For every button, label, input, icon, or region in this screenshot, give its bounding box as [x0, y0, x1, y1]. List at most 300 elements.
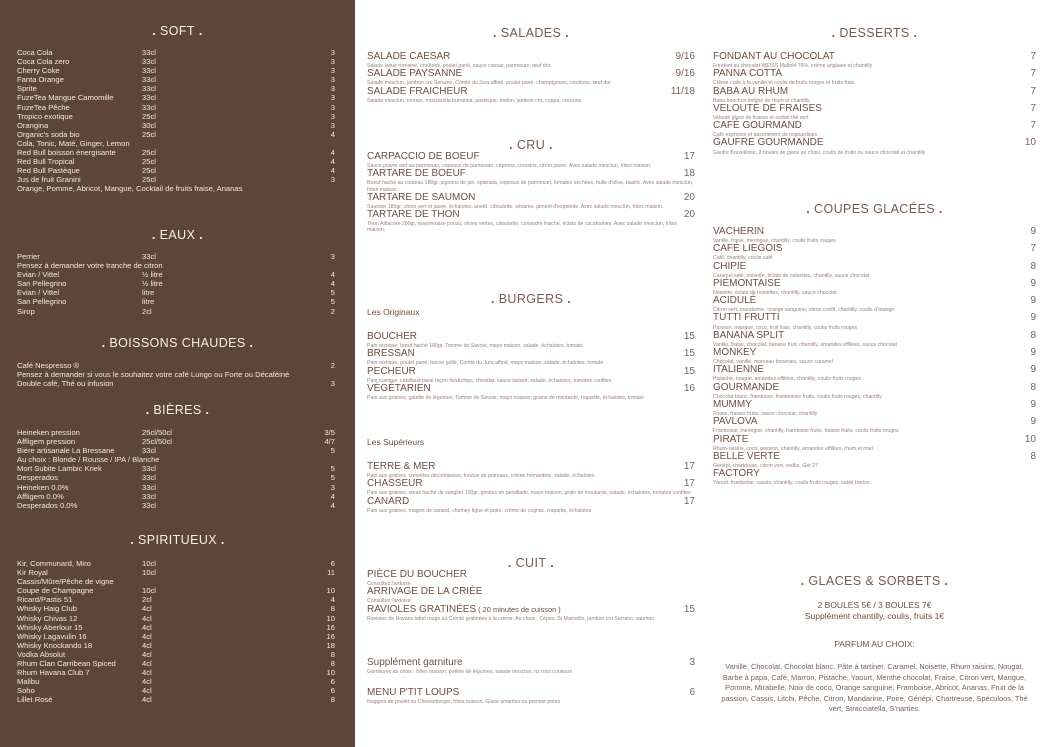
title-dot: .	[509, 138, 517, 152]
title-dot: .	[152, 24, 161, 38]
drink-volume: 30cl	[142, 120, 156, 130]
item-price: 8	[1030, 260, 1036, 272]
item-description: Café, chantilly, coulis café	[713, 255, 773, 262]
item-price: 15	[683, 348, 695, 360]
item-name-text: PECHEUR	[367, 365, 416, 377]
item-name-text: CANARD	[367, 495, 410, 507]
drink-row	[17, 586, 335, 595]
section-title	[0, 533, 355, 547]
item-name-text: VACHERIN	[713, 226, 764, 237]
section-title-text: GLACES & SORBETS	[808, 574, 941, 588]
drink-volume: 10cl	[142, 559, 156, 568]
drink-volume: 4cl	[142, 604, 152, 614]
drink-volume: 33cl	[142, 500, 156, 510]
drink-volume: 33cl	[142, 57, 156, 67]
item-name-suffix: ( 20 minutes de cuisson )	[476, 604, 561, 614]
drink-volume: 33cl	[142, 252, 156, 261]
section-title-text: COUPES GLACÉES	[814, 202, 935, 216]
drink-row	[17, 279, 335, 288]
item-price: 7	[1030, 85, 1036, 97]
item-name-text: ARRIVAGE DE LA CRIÉE	[367, 586, 483, 598]
drink-row	[17, 455, 335, 464]
drink-row	[17, 437, 335, 446]
item-name	[367, 658, 695, 669]
drink-name: Soho	[17, 686, 35, 696]
drink-price: 2	[330, 361, 335, 370]
drink-row	[17, 379, 335, 388]
section-title-text: BOISSONS CHAUDES	[109, 336, 246, 350]
drink-volume: ½ litre	[142, 279, 163, 289]
drink-row	[17, 677, 335, 686]
item-name	[367, 152, 695, 163]
menu-item	[367, 658, 695, 675]
drink-name: Pensez à demander si vous le souhaitez votre café Lungo ou Forte ou Décaféiné	[17, 370, 290, 380]
drink-volume: 4cl	[142, 622, 152, 632]
drink-row	[17, 157, 335, 166]
drink-row	[17, 75, 335, 84]
item-name-text: BOUCHER	[367, 331, 418, 342]
item-description: Saumon 180gr, citron vert et jaune, échalotes, aneth, ciboulette, sésame, piment d'espelette. Avec salade mesclun, frites maison.	[367, 203, 664, 210]
item-price: 17	[683, 495, 695, 507]
item-description: Pain rustique, cabillaud pané façon fish&chips, cheddar, sauce tartare, salade, échalotes, tomates confites	[367, 377, 612, 384]
item-description: Pistache, nougat, amandes effilées, chantilly, coulis fruits rouges	[713, 376, 862, 383]
title-dot: .	[507, 556, 516, 570]
item-name-text: CHASSEUR	[367, 478, 423, 490]
drink-row	[17, 270, 335, 279]
item-description: Rhum-raisins, coco, passion, chantilly, amandes effilées, rhum et miel	[713, 445, 873, 452]
subsection-title: Les Supérieurs	[367, 437, 425, 447]
drink-price: 4	[330, 270, 335, 280]
drink-volume: 25cl/50cl	[142, 428, 172, 437]
item-name	[713, 383, 1036, 394]
drink-name: Mort Subite Lambic Kriek	[17, 464, 102, 474]
item-name-text: RAVIOLES GRATINÉES	[367, 603, 477, 615]
drink-price: 6	[330, 559, 335, 568]
item-name-text: MONKEY	[713, 347, 757, 359]
item-name	[713, 417, 1036, 428]
drink-price: 5	[330, 297, 335, 307]
drink-name: FuzeTea Pêche	[17, 102, 70, 112]
title-dot: .	[940, 574, 949, 588]
menu-list	[367, 332, 695, 401]
drink-price: 10	[326, 586, 335, 596]
menu-item	[367, 193, 695, 210]
item-name-text: GOURMANDE	[713, 381, 780, 393]
drink-row	[17, 121, 335, 130]
glaces-supplement: Supplément chantilly, coulis, fruits 1€	[804, 611, 945, 621]
item-description: Fondant au chocolat WEISS Maltolé 76%, crème anglaise et chantilly	[713, 63, 873, 70]
item-name-text: GAUFRE GOURMANDE	[713, 137, 824, 149]
drink-row	[17, 568, 335, 577]
item-name	[367, 605, 695, 616]
drink-row	[17, 473, 335, 482]
item-description: Chocolat, vanille, morceau brownies, sauce caramel	[713, 359, 833, 366]
item-description: Crème cuite à la vanille et coulis de fruits rouges et fruits frais	[713, 80, 855, 87]
item-price: 8	[1030, 329, 1036, 341]
drink-row	[17, 103, 335, 112]
item-price: 9	[1030, 312, 1036, 324]
drink-price: 3	[330, 48, 335, 57]
drink-price: 3	[330, 111, 335, 121]
item-description: Citron vert, mandarine, orange sanguine, citron confit, chantilly, coulis d'orange	[713, 307, 895, 314]
item-name	[713, 104, 1036, 115]
drink-list	[17, 428, 335, 510]
drink-row	[17, 686, 335, 695]
item-name-text: PIÈCE DU BOUCHER	[367, 569, 468, 580]
menu-item	[713, 469, 1036, 486]
title-dot: .	[909, 26, 918, 40]
drink-name: Evian / Vittel	[17, 270, 60, 280]
drink-name: Au choix : Blonde / Rousse / IPA / Blanche	[17, 455, 160, 465]
drink-name: Affligem pression	[17, 437, 76, 447]
section-title-text: EAUX	[159, 228, 196, 242]
item-price: 6	[689, 687, 695, 698]
item-description: Pain aux graines, steak haché de sanglier 150gr, girolles en persillade, mayo maison, grain de moutarde, salade, échalotes, tomates confites	[367, 490, 691, 497]
menu-item	[713, 87, 1036, 104]
drink-price: 6	[330, 677, 335, 687]
drink-price: 10	[326, 668, 335, 678]
drink-volume: 33cl	[142, 102, 156, 112]
item-price: 7	[1030, 102, 1036, 114]
parfum-title: PARFUM AU CHOIX:	[834, 639, 915, 649]
drink-price: 5	[330, 288, 335, 298]
item-price: 17	[683, 461, 695, 472]
item-name-text: TUTTI FRUTTI	[713, 312, 780, 324]
subsection-title: Les Originaux	[367, 307, 420, 317]
item-name	[713, 348, 1036, 359]
item-name	[713, 69, 1036, 80]
drink-name: Red Bull Tropical	[17, 157, 75, 167]
menu-item	[367, 87, 695, 104]
menu-item	[713, 138, 1036, 155]
item-description: Passion, mangue, coco, fruit frais, chantilly, coulis fruits rouges	[713, 324, 858, 331]
item-name-text: BELLE VERTE	[713, 450, 781, 462]
title-dot: .	[490, 292, 499, 306]
section-title	[367, 26, 695, 40]
section-title	[713, 202, 1036, 216]
title-dot: .	[194, 24, 203, 38]
item-description: Garnitures au choix : frites maison, poêlée de légumes, salade mesclun, riz trois couleurs	[367, 669, 573, 676]
drink-volume: 33cl	[142, 464, 156, 474]
drink-name: Cola, Tonic, Maté, Ginger, Lemon	[17, 138, 130, 148]
drink-name: San Pellegrino	[17, 297, 67, 307]
item-name	[713, 87, 1036, 98]
drink-price: 4	[330, 279, 335, 289]
drink-row	[17, 446, 335, 455]
drink-volume: 25cl	[142, 111, 156, 121]
item-name	[367, 462, 695, 473]
item-price: 9	[1030, 364, 1036, 376]
item-name-text: VELOUTÉ DE FRAISES	[713, 102, 822, 114]
title-dot: .	[934, 202, 943, 216]
item-name	[713, 435, 1036, 446]
drink-name: Double café, Thé ou infusion	[17, 379, 114, 389]
item-price: 8	[1030, 450, 1036, 462]
menu-item	[713, 452, 1036, 469]
menu-item	[367, 52, 695, 69]
drink-name: Orangina	[17, 120, 49, 130]
drink-row	[17, 288, 335, 297]
drink-price: 4/7	[324, 437, 335, 447]
item-description: Velouté glacé de fraises et sorbet thé vert	[713, 114, 809, 121]
item-name	[713, 469, 1036, 480]
drink-name: Ricard/Pastis 51	[17, 595, 73, 605]
title-dot: .	[151, 228, 160, 242]
drink-name: Perrier	[17, 252, 40, 261]
drink-name: Cassis/Mûre/Pêche de vigne	[17, 577, 114, 587]
drink-price: 4	[330, 500, 335, 510]
menu-list	[713, 227, 1036, 486]
drink-price: 4	[330, 148, 335, 158]
drink-volume: litre	[142, 288, 155, 298]
drink-volume: 25cl	[142, 157, 156, 167]
item-description: Pain rustique, bœuf haché 180gr, Tomme de Savoie, mayo maison, salade, échalotes, tomate.	[367, 343, 584, 350]
item-description: Thon Albacore 200gr, mayonnaise ponzu, olives vertes, ciboulette, coriandre fraiche, éclats de cacahuètes. Avec salade mesclun, frites maison.	[367, 221, 677, 234]
drink-price: 3	[330, 175, 335, 185]
item-price: 9	[1030, 347, 1036, 359]
drink-row	[17, 483, 335, 492]
item-name-text: BRESSAN	[367, 348, 415, 360]
item-name	[713, 138, 1036, 149]
drink-name: Café Nespresso ®	[17, 361, 80, 370]
menu-item	[713, 365, 1036, 382]
menu-item	[367, 349, 695, 366]
item-description: Baba bouchon imbibé de rhum et chantilly	[713, 97, 810, 104]
drink-name: Coupe de Champagne	[17, 586, 94, 596]
drink-name: Heineken 0.0%	[17, 482, 69, 492]
item-name	[367, 587, 695, 598]
item-price: 9	[1030, 416, 1036, 428]
item-price: 9/16	[675, 51, 695, 62]
title-dot: .	[806, 202, 815, 216]
item-price: 9	[1030, 226, 1036, 237]
item-price: 18	[683, 168, 695, 180]
drink-row	[17, 57, 335, 66]
drink-row	[17, 614, 335, 623]
item-description: Fraise, fraises fruits, sauce chocolat, chantilly	[713, 411, 818, 418]
item-name	[713, 279, 1036, 290]
drink-price: 8	[330, 695, 335, 705]
menu-item	[713, 400, 1036, 417]
drink-volume: 10cl	[142, 586, 156, 596]
section-title-text: CUIT	[515, 556, 547, 570]
item-description: Vanille, fraise, meringue, chantilly, coulis fruits rouges	[713, 238, 836, 245]
drink-row	[17, 370, 335, 379]
item-price: 10	[1024, 137, 1036, 149]
item-description: Salade laitue romaine, croûtons, poulet pané, sauce caesar, parmesan, œuf dur.	[367, 63, 552, 70]
drink-row	[17, 66, 335, 75]
drink-price: 4	[330, 491, 335, 501]
drink-volume: ½ litre	[142, 270, 163, 280]
item-name-text: PIÉMONTAISE	[713, 277, 781, 289]
item-name	[713, 452, 1036, 463]
drink-volume: 10cl	[142, 568, 156, 578]
menu-list	[367, 570, 695, 622]
drink-name: Bière artisanale La Bressane	[17, 446, 115, 456]
item-description: Noisette, éclats de noisettes, chantilly, sauce chocolat	[713, 289, 837, 296]
drink-price: 6	[330, 686, 335, 696]
drink-row	[17, 641, 335, 650]
drink-list	[17, 361, 335, 388]
item-price: 17	[683, 151, 695, 162]
item-price: 7	[1030, 51, 1036, 62]
item-name-text: PIRATE	[713, 433, 749, 445]
drink-name: Sirop	[17, 306, 35, 316]
drink-row	[17, 139, 335, 148]
item-price: 17	[683, 478, 695, 490]
drink-name: Malibu	[17, 677, 40, 687]
drink-price: 3	[330, 93, 335, 103]
drink-volume: 33cl	[142, 66, 156, 76]
drinks-panel	[0, 0, 355, 747]
drink-row	[17, 112, 335, 121]
menu-item	[713, 417, 1036, 434]
title-dot: .	[101, 336, 110, 350]
item-description: Café expresso et assortiment de mignardises	[713, 132, 818, 139]
item-price: 15	[683, 331, 695, 342]
drink-name: Kir, Communard, Miro	[17, 559, 91, 568]
glaces-boules: 2 BOULES 5€ / 3 BOULES 7€	[817, 600, 932, 610]
drink-price: 2	[330, 306, 335, 316]
drink-row	[17, 130, 335, 139]
drink-price: 4	[330, 595, 335, 605]
item-name-text: SALADE FRAICHEUR	[367, 85, 468, 97]
item-name	[367, 497, 695, 508]
section-title	[367, 138, 695, 152]
drink-price: 5	[330, 446, 335, 456]
drink-price: 3	[330, 252, 335, 261]
item-name	[367, 87, 695, 98]
drink-row	[17, 464, 335, 473]
item-description: Framboise, meringue, chantilly, framboise fruits, fraises fruits, coulis fruits rouges	[713, 428, 899, 435]
drink-row	[17, 93, 335, 102]
drink-price: 3	[330, 66, 335, 76]
drink-price: 3	[330, 482, 335, 492]
drink-name: Desperados	[17, 473, 58, 483]
drink-row	[17, 148, 335, 157]
dessert-column	[713, 0, 1036, 747]
menu-item	[713, 296, 1036, 313]
drink-name: Whisky Aberlour 15	[17, 622, 83, 632]
item-description: Ravioles de Royans label rouge au Comté gratinées à la crème. Au choix : Cèpes, St Marcellin, jambon cru Serrano, saumon	[367, 615, 655, 622]
drink-volume: 33cl	[142, 446, 156, 456]
drink-list	[17, 252, 335, 316]
drink-row	[17, 577, 335, 586]
item-price: 7	[1030, 120, 1036, 132]
item-name	[367, 210, 695, 221]
drink-row	[17, 261, 335, 270]
item-name-text: MUMMY	[713, 398, 752, 410]
menu-item	[367, 367, 695, 384]
item-name-text: CAFÉ GOURMAND	[713, 120, 802, 132]
item-name-text: ITALIENNE	[713, 364, 764, 376]
drink-price: 4	[330, 129, 335, 139]
menu-item	[713, 383, 1036, 400]
drink-row	[17, 297, 335, 306]
item-price: 9	[1030, 295, 1036, 307]
title-dot: .	[546, 556, 555, 570]
drink-name: Whisky Haig Club	[17, 604, 77, 614]
item-price: 15	[683, 603, 695, 615]
item-description: Pain aux graines, magret de canard, chutney figue et poire, crème de cognac, roquette, échalotes	[367, 507, 592, 514]
drink-list	[17, 48, 335, 194]
drink-name: Coca Cola	[17, 48, 53, 57]
drink-name: Kir Royal	[17, 568, 48, 578]
drink-volume: 25cl	[142, 129, 156, 139]
drink-volume: 25cl	[142, 175, 156, 185]
drink-volume: 25cl	[142, 148, 156, 158]
item-price: 15	[683, 365, 695, 377]
menu-item	[367, 332, 695, 349]
item-name-text: CARPACCIO DE BOEUF	[367, 151, 480, 162]
item-name	[367, 367, 695, 378]
drink-name: Pensez à demander votre tranche de citron	[17, 261, 163, 271]
drink-volume: 33cl	[142, 473, 156, 483]
drink-row	[17, 166, 335, 175]
drink-name: Rhum Clan Carribean Spiced	[17, 659, 116, 669]
drink-price: 3	[330, 57, 335, 67]
menu-item	[367, 169, 695, 193]
section-title	[367, 556, 695, 570]
section-title	[713, 26, 1036, 40]
drink-price: 16	[326, 622, 335, 632]
section-title-text: SPIRITUEUX	[137, 533, 217, 547]
title-dot: .	[195, 228, 204, 242]
drink-name: Affligem 0.0%	[17, 491, 64, 501]
drink-row	[17, 595, 335, 604]
item-name	[713, 331, 1036, 342]
item-name-text: TERRE & MER	[367, 461, 436, 472]
item-name-text: MENU P'TIT LOUPS	[367, 687, 460, 698]
title-dot: .	[493, 26, 501, 40]
drink-row	[17, 668, 335, 677]
drink-name: Whisky Lagavulin 16	[17, 631, 87, 641]
section-title	[0, 228, 355, 242]
item-name-text: FONDANT AU CHOCOLAT	[713, 51, 835, 62]
item-description: Salade mesclun, jambon cru Serrano, Comté du Jura affiné, poulet pané, champignons, croûtons, œuf dur.	[367, 80, 613, 87]
item-price: 7	[1030, 243, 1036, 255]
drink-row	[17, 361, 335, 370]
menu-list	[713, 52, 1036, 156]
drink-name: San Pellegrino	[17, 279, 67, 289]
item-name	[367, 193, 695, 204]
drink-volume: 2cl	[142, 306, 152, 316]
item-description: Vanille, fraise, chocolat, banane fruit, chantilly, amandes effilées, sauce chocolat	[713, 341, 897, 348]
item-name-text: TARTARE DE SAUMON	[367, 191, 476, 203]
section-title-text: CRU	[516, 138, 546, 152]
food-column	[367, 0, 695, 747]
item-description: Pain rustique, poulet pané, bacon grillé, Comté du Jura affiné, mayo maison, salade, échalotes, tomate	[367, 360, 604, 367]
menu-item	[713, 104, 1036, 121]
drink-row	[17, 252, 335, 261]
drink-name: Vodka Absolut	[17, 649, 66, 659]
section-title-text: DESSERTS	[839, 26, 910, 40]
menu-item	[367, 152, 695, 169]
drink-name: Coca Cola zero	[17, 57, 70, 67]
menu-item	[367, 479, 695, 496]
drink-price: 18	[326, 640, 335, 650]
drink-volume: 4cl	[142, 695, 152, 705]
item-price: 20	[683, 191, 695, 203]
item-name	[367, 688, 695, 699]
drink-name: Sprite	[17, 84, 37, 94]
drink-name: Tropico exotique	[17, 111, 73, 121]
menu-item	[367, 497, 695, 514]
item-name	[713, 121, 1036, 132]
drink-name: Desperados 0.0%	[17, 500, 78, 510]
item-name-text: FACTORY	[713, 468, 760, 480]
item-description: Sauce poivre vert au parmesan, copeaux de parmesan, câprons, cressins, citron jaune. Avec salade mesclun, frites maison.	[367, 163, 652, 170]
